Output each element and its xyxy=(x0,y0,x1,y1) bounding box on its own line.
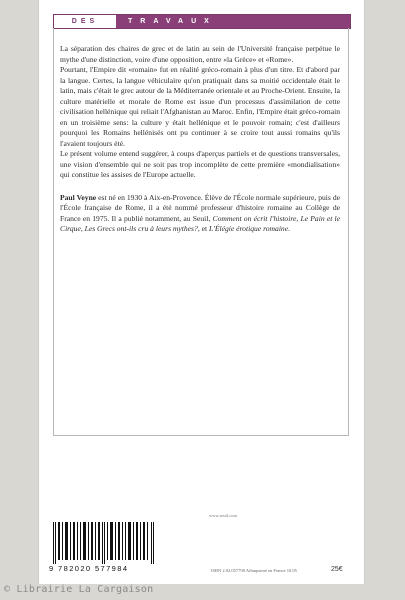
series-label-left: DES xyxy=(71,18,99,25)
bio-end: . xyxy=(288,224,290,233)
work-title-2: Le Pain et le Cirque xyxy=(60,213,341,233)
isbn-line: ISBN 2.02.057798 Affanpsimé en France 10.05 xyxy=(211,568,297,573)
watermark: © Librairie La Cargaison xyxy=(4,584,154,595)
work-title-4: L'Élégie érotique romaine xyxy=(209,224,289,233)
price-label: 25€ xyxy=(331,566,343,573)
author-name: Paul Veyne xyxy=(60,192,97,202)
work-title-3: Les Grecs ont-ils cru à leurs mythes? xyxy=(84,224,198,233)
blurb-paragraph-1: La séparation des chaires de grec et de latin au sein de l'Université française perpétue le mythe d'une distinction, voire d'une opposition, entre «la Grèce» et «Rome». xyxy=(60,44,340,64)
publisher-website: www.seuil.com xyxy=(209,513,237,518)
series-band xyxy=(53,14,351,29)
bio-sep-1: , xyxy=(296,213,301,223)
barcode-icon xyxy=(49,522,159,564)
bio-sep-3: , et xyxy=(197,224,209,233)
author-bio xyxy=(60,193,340,235)
series-label-right: TRAVAUX xyxy=(116,15,350,28)
back-cover xyxy=(38,0,365,584)
bio-sep-2: , xyxy=(80,224,85,233)
blurb-frame xyxy=(53,28,349,436)
barcode-number: 9 782020 577984 xyxy=(49,564,129,573)
bio-text: est né en 1930 à Aix-en-Provence. Élève de l'École normale supérieure, puis de l'École française de Rome, il a été nommé professeur d'histoire romaine au Collège de France en 1975. Il a publié notamment, au Seuil, xyxy=(60,192,341,223)
blurb-paragraph-2: Pourtant, l'Empire dit «romain» fut en réalité gréco-romain à plus d'un titre. Et d'abord par la langue. Certes, la langue véhiculaire qu'on pratiquait dans sa moitié occidentale était le latin, mais c'était le grec autour de la Méditerranée orientale et au Proche-Orient. Ensuite, la culture matérielle et morale de Rome est issue d'un processus d'assimilation de cette civilisation hellénique qui reliait l'Afghanistan au Maroc. Enfin, l'Empire était gréco-romain en un troisième sens: la culture y était hellénique et le pouvoir romain; c'est d'ailleurs pourquoi les Romains hellénisés ont pu continuer à se croire tout aussi romains qu'ils l'avaient toujours été. xyxy=(60,65,340,148)
blurb-paragraph-3: Le présent volume entend suggérer, à coups d'aperçus partiels et de questions transversales, une vision d'ensemble qui ne soit pas trop incomplète de cette première «mondialisation» qui constitue les assises de l'Europe actuelle. xyxy=(60,149,340,179)
work-title-1: Comment on écrit l'histoire xyxy=(212,213,297,223)
